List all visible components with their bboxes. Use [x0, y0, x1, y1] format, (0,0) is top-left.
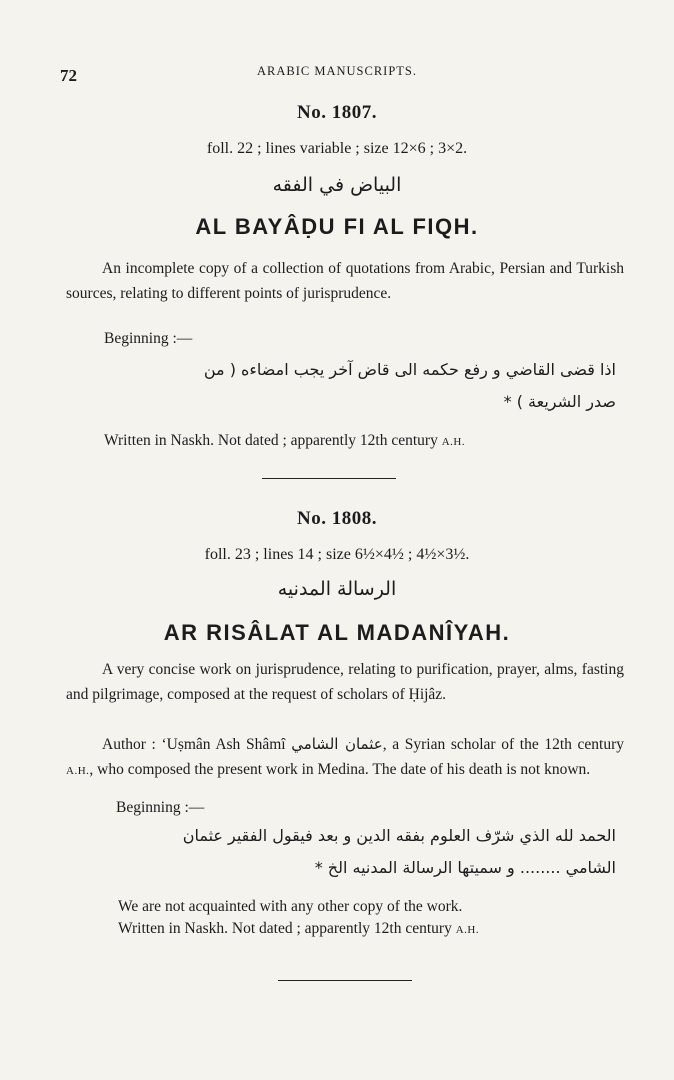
- entry-divider: [262, 478, 396, 479]
- entry-1807-written: [104, 432, 465, 450]
- entry-1808-author: [66, 732, 624, 784]
- entry-1808-beginning-line1: الحمد لله الذي شرّف العلوم بفقه الدين و بعد فيقول الفقير عثمان: [182, 826, 616, 845]
- entry-1808-number: No. 1808.: [297, 508, 377, 529]
- entry-1808-arabic-title: الرسالة المدنيه: [277, 578, 397, 600]
- entry-1807-beginning-line2: صدر الشريعة ) *: [503, 392, 616, 411]
- entry-1808-written-era: A.H.: [455, 924, 480, 936]
- entry-1808-note: We are not acquainted with any other copy of the work.: [118, 898, 463, 915]
- entry-1807-title: AL BAYÂḌU FI AL FIQH.: [195, 214, 479, 239]
- entry-1807-arabic-title: البياض في الفقه: [272, 174, 402, 196]
- entry-1808-author-rest: , who composed the present work in Medina. The date of his death is not known.: [89, 761, 591, 778]
- entry-1808-written-text: Written in Naskh. Not dated ; apparently 12th century: [118, 920, 456, 937]
- entry-1808-author-arabic: عثمان الشامي: [291, 735, 383, 753]
- running-head: ARABIC MANUSCRIPTS.: [256, 64, 417, 78]
- entry-1808-author-era: A.H.: [66, 765, 90, 777]
- entry-1807-details: foll. 22 ; lines variable ; size 12×6 ; 3×2.: [206, 140, 468, 157]
- entry-1807-beginning-label: Beginning :—: [104, 330, 193, 347]
- page-number: 72: [60, 66, 77, 85]
- entry-1808-beginning-line2: الشامي ........ و سميتها الرسالة المدنيه الخ *: [314, 858, 616, 877]
- end-divider: [278, 980, 412, 981]
- entry-1808-author-prefix: Author : ‘Uṣmân Ash Shâmî: [102, 736, 292, 753]
- entry-1808-details: foll. 23 ; lines 14 ; size 6½×4½ ; 4½×3½.: [204, 546, 470, 563]
- entry-1808-title: AR RISÂLAT AL MADANÎYAH.: [163, 620, 511, 645]
- entry-1807-written-text: Written in Naskh. Not dated ; apparently 12th century: [104, 432, 442, 449]
- entry-1808-beginning-label: Beginning :—: [116, 799, 205, 816]
- entry-1807-written-era: A.H.: [441, 436, 466, 448]
- entry-1807-number: No. 1807.: [297, 102, 377, 123]
- entry-1807-beginning-line1: اذا قضى القاضي و رفع حكمه الى قاض آخر يجب امضاءه ( من: [203, 360, 616, 379]
- entry-1807-description: An incomplete copy of a collection of quotations from Arabic, Persian and Turkish sources, relating to different points of jurisprudence.: [66, 260, 624, 302]
- entry-1808-author-mid: , a Syrian scholar of the 12th century: [382, 736, 625, 753]
- entry-1808-description: A very concise work on jurisprudence, relating to purification, prayer, alms, fasting and pilgrimage, composed at the request of scholars of Ḥijâz.: [66, 661, 624, 703]
- entry-1808-written: [118, 920, 479, 938]
